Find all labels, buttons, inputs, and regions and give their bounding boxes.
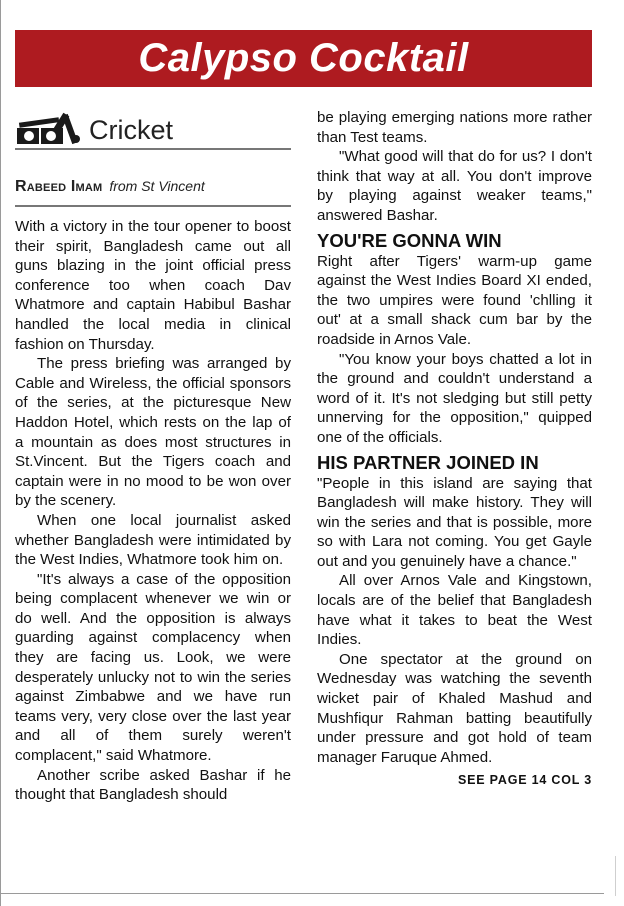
paragraph: The press briefing was arranged by Cable and Wireless, the official sponsors of the series, at the picturesque New Haddon Hotel, which rests on the lap of a mountain as does most structures in St.Vincent. But the Tigers coach and captain were in no mood to be won over by the scenery.: [15, 355, 291, 510]
left-column: [15, 108, 291, 805]
author-name: Rabeed Imam: [15, 178, 103, 195]
author-location: from St Vincent: [109, 178, 205, 194]
section-header: [15, 108, 291, 150]
paragraph: Right after Tigers' warm-up game against the West Indies Board XI ended, the two umpires were found 'chlling it out' at a small shack cum bar by the roadside in Arnos Vale.: [317, 252, 592, 348]
page-banner: [15, 30, 592, 87]
banner-title: Calypso Cocktail: [138, 36, 469, 80]
page-edge: [615, 856, 616, 896]
section-label: Cricket: [89, 115, 174, 145]
paragraph: "People in this island are saying that Bangladesh will make history. They will win the series and that is possible, more so with Lara not coming. You get Gayle out and you genuinely have a chance.": [317, 474, 592, 570]
paragraph: "You know your boys chatted a lot in the ground and couldn't understand a word of it. It's not sledging but still petty unnerving for the opposition," quipped one of the officials.: [317, 350, 592, 446]
right-column: [317, 108, 592, 787]
continuation-note: SEE PAGE 14 COL 3: [457, 773, 592, 788]
subheading: HIS PARTNER JOINED IN: [317, 451, 539, 473]
paragraph: "It's always a case of the opposition being complacent whenever we win or do well. And the opposition is always guarding against complacency when they are facing us. Look, we were desperately unlucky not to win the series against Zimbabwe and we have run teams very, very close over the last year and all of them surely weren't complacent," said Whatmore.: [15, 570, 291, 765]
paragraph: Another scribe asked Bashar if he thought that Bangladesh should: [15, 766, 291, 804]
paragraph: All over Arnos Vale and Kingstown, locals are of the belief that Bangladesh have what it takes to beat the West Indies.: [317, 572, 592, 649]
subheading: YOU'RE GONNA WIN: [317, 229, 502, 251]
byline: [15, 178, 291, 196]
paragraph-continuation: be playing emerging nations more rather than Test teams.: [317, 109, 592, 146]
paragraph: One spectator at the ground on Wednesday was watching the seventh wicket pair of Khaled Mashud and Mushfiqur Rahman batting beautifully under pressure and got hold of team manager Faruque Ahmed.: [317, 650, 592, 766]
bottom-rule: [0, 893, 604, 894]
paragraph: With a victory in the tour opener to boost their spirit, Bangladesh came out all guns blazing in the joint official press conference too when coach Dav Whatmore and captain Habibul Bashar handled the local media in clinical fashion on Thursday.: [15, 218, 291, 353]
cricket-bats-icon: [15, 110, 85, 146]
byline-divider: [15, 205, 291, 207]
paragraph: When one local journalist asked whether Bangladesh were intimidated by the West Indies, Whatmore took him on.: [15, 511, 291, 569]
left-column-body: [15, 217, 291, 805]
right-column-body: [317, 108, 592, 767]
paragraph: "What good will that do for us? I don't think that way at all. You don't improve by playing against weaker teams," answered Bashar.: [317, 148, 592, 224]
left-column-rule: [0, 0, 1, 906]
